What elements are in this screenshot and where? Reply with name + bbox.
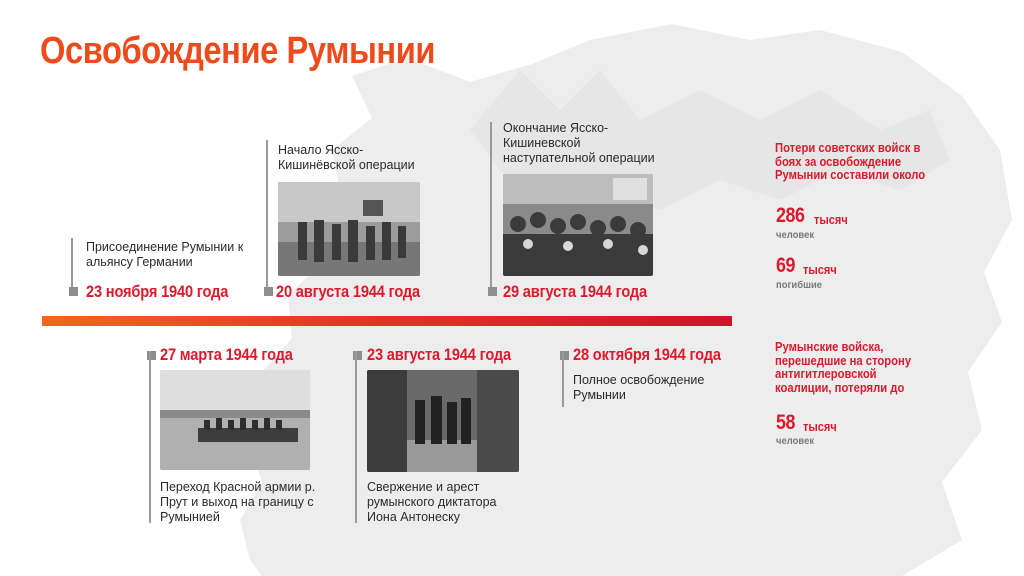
event-connector-line — [490, 122, 492, 290]
event-date: 23 августа 1944 года — [367, 345, 511, 364]
event-connector-line — [266, 140, 268, 290]
event-marker — [488, 287, 497, 296]
event-description: Окончание Ясско-Кишиневской наступательной операции — [503, 121, 655, 165]
soviet-losses-heading: Потери советских войск в боях за освобождение Румынии составили около — [775, 141, 926, 182]
event-photo-crowd-celebration — [503, 174, 653, 276]
timeline-bar — [42, 316, 732, 326]
event-description: Присоединение Румынии к альянсу Германии — [86, 240, 244, 269]
event-connector-line — [71, 238, 73, 290]
event-connector-line — [355, 351, 357, 523]
event-date: 27 марта 1944 года — [160, 345, 293, 364]
event-description: Переход Красной армии р. Прут и выход на границу с Румынией — [160, 480, 316, 524]
event-description: Свержение и арест румынского диктатора Иона Антонеску — [367, 480, 497, 524]
page-title: Освобождение Румынии — [40, 30, 436, 72]
event-date: 23 ноября 1940 года — [86, 282, 229, 301]
event-connector-line — [149, 351, 151, 523]
event-photo-river-crossing — [160, 370, 310, 470]
soviet-total-number: 286 — [776, 204, 805, 227]
soviet-total-unit: тысяч — [814, 213, 848, 227]
event-date: 28 октября 1944 года — [573, 345, 721, 364]
romanian-unit: тысяч — [803, 420, 837, 434]
soviet-dead-caption: погибшие — [776, 279, 823, 291]
romanian-losses-heading: Румынские войска, перешедшие на сторону антигитлеровской коалиции, потеряли до — [775, 340, 912, 395]
event-marker — [264, 287, 273, 296]
soviet-total-caption: человек — [776, 229, 815, 241]
event-connector-line — [562, 351, 564, 407]
event-photo-arrest-street — [367, 370, 519, 472]
event-marker — [69, 287, 78, 296]
romanian-caption: человек — [776, 435, 815, 447]
soviet-dead-number: 69 — [776, 254, 796, 277]
event-description: Полное освобождение Румынии — [573, 373, 705, 402]
event-date: 29 августа 1944 года — [503, 282, 647, 301]
soviet-dead-unit: тысяч — [803, 263, 837, 277]
romanian-number: 58 — [776, 411, 796, 434]
event-photo-soldiers-marching — [278, 182, 420, 276]
event-date: 20 августа 1944 года — [276, 282, 420, 301]
event-description: Начало Ясско-Кишинёвской операции — [278, 143, 415, 172]
